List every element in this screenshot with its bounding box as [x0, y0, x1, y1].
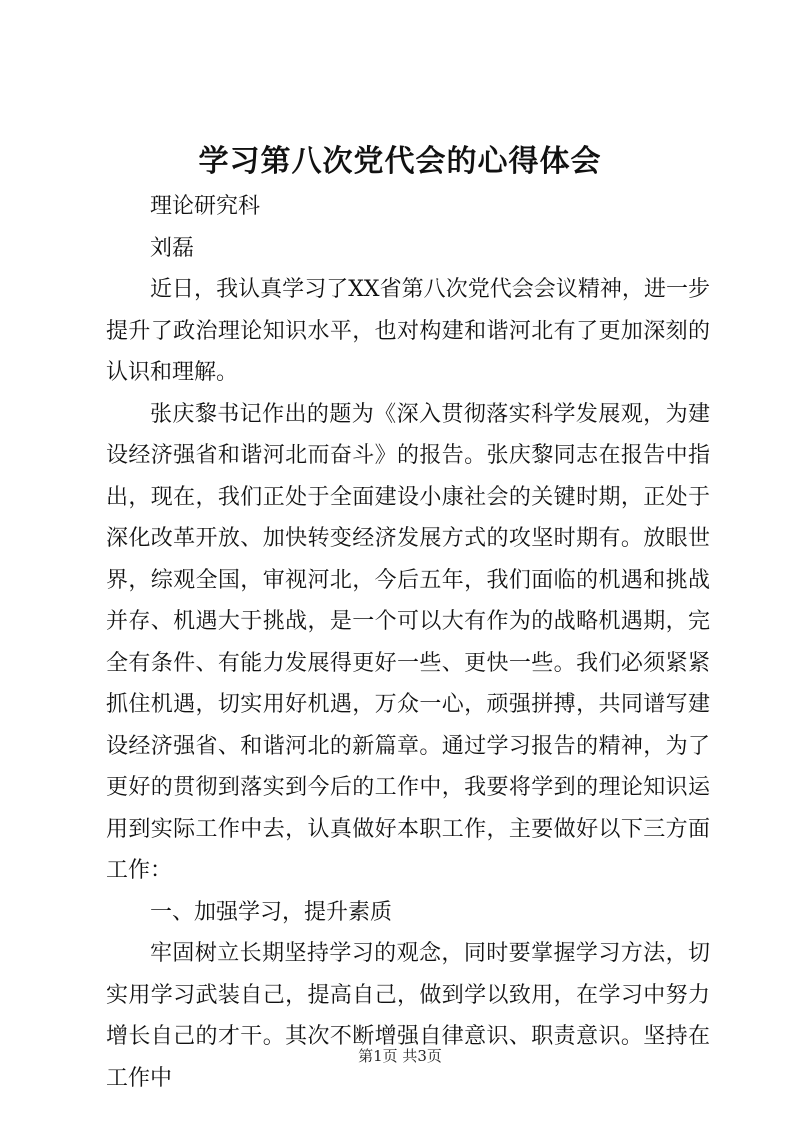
section-heading: 一、加强学习，提升素质: [150, 899, 393, 925]
paragraph-intro: 近日，我认真学习了XX省第八次党代会会议精神，进一步提升了政治理论知识水平，也对构建和谐河北有了更加深刻的认识和理解。: [106, 277, 710, 385]
paragraph-report: 张庆黎书记作出的题为《深入贯彻落实科学发展观，为建设经济强省和谐河北而奋斗》的报告。张庆黎同志在报告中指出，现在，我们正处于全面建设小康社会的关键时期，正处于深化改革开放、加快转变经济发展方式的攻坚时期有。放眼世界，综观全国，审视河北，今后五年，我们面临的机遇和挑战并存、机遇大于挑战，是一个可以大有作为的战略机遇期，完全有条件、有能力发展得更好一些、更快一些。我们必须紧紧抓住机遇，切实用好机遇，万众一心，顽强拼搏，共同谱写建设经济强省、和谐河北的新篇章。通过学习报告的精神，为了更好的贯彻到落实到今后的工作中，我要将学到的理论知识运用到实际工作中去，认真做好本职工作，主要做好以下三方面工作：: [106, 401, 710, 883]
page-number: 第1页 共3页: [358, 1047, 442, 1065]
author-line: 刘磊: [150, 235, 195, 261]
paragraph-study: 牢固树立长期坚持学习的观念，同时要掌握学习方法，切实用学习武装自己，提高自己，做到学以致用，在学习中努力增长自己的才干。其次不断增强自律意识、职责意识。坚持在工作中: [106, 941, 710, 1091]
document-title: 学习第八次党代会的心得体会: [198, 144, 602, 179]
department-line: 理论研究科: [150, 194, 261, 219]
document-body: [106, 186, 710, 1099]
